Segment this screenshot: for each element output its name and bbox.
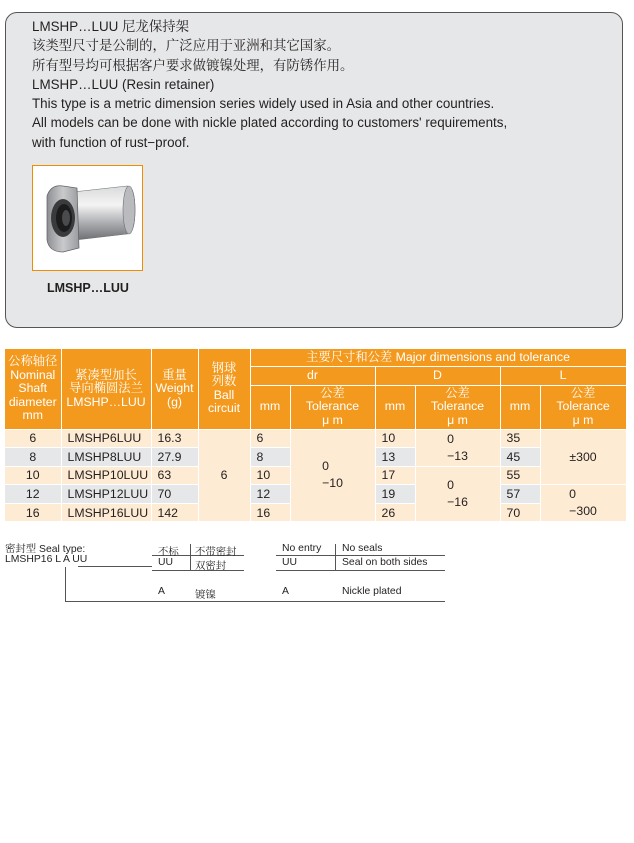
intro-line-plating-cn: 所有型号均可根据客户要求做镀镍处理，有防锈作用。	[32, 57, 354, 73]
cell-model: LMSHP10LUU	[61, 466, 151, 485]
cell-dr: 8	[250, 448, 290, 467]
cell-dr: 6	[250, 429, 290, 448]
intro-line-desc-en: This type is a metric dimension series widely used in Asia and other countries.	[32, 96, 495, 112]
cell-L: 57	[500, 485, 540, 504]
cell-D: 13	[375, 448, 415, 467]
seal-cn-desc-2: 镀镍	[195, 590, 216, 601]
intro-line-title-en: LMSHP…LUU (Resin retainer)	[32, 76, 215, 92]
cell-D: 19	[375, 485, 415, 504]
cell-L: 55	[500, 466, 540, 485]
cell-weight: 70	[151, 485, 198, 504]
product-caption: LMSHP…LUU	[47, 281, 129, 295]
header-L-mm: mm	[500, 385, 540, 429]
cell-shaft: 12	[5, 485, 61, 504]
intro-line-plating-en: All models can be done with nickle plated according to customers' requirements,	[32, 115, 508, 131]
header-shaft-diameter: 公称轴径 Nominal Shaft diameter mm	[5, 349, 61, 429]
intro-line-title-cn: LMSHP…LUU 尼龙保持架	[32, 19, 189, 34]
seal-type-title: 密封型 Seal type:	[5, 544, 86, 555]
cell-shaft: 6	[5, 429, 61, 448]
seal-cn-code-2: A	[158, 586, 165, 597]
cell-L-tolerance-2: 0 −300	[540, 485, 626, 522]
intro-line-desc-cn: 该类型尺寸是公制的，广泛应用于亚洲和其它国家。	[32, 38, 340, 54]
cell-D-tolerance-2: 0 −16	[415, 466, 500, 522]
seal-cn-desc-1: 双密封	[195, 561, 227, 572]
header-D-tolerance: 公差 Tolerance μ m	[415, 385, 500, 429]
cell-D-tolerance-1: 0 −13	[415, 429, 500, 466]
seal-type-example: LMSHP16 L A UU	[5, 554, 88, 565]
seal-en-desc-1: Seal on both sides	[342, 557, 428, 568]
cell-L: 70	[500, 503, 540, 522]
seal-en-divider-2	[276, 570, 445, 571]
cell-D: 26	[375, 503, 415, 522]
cell-L-tolerance-1: ±300	[540, 429, 626, 485]
header-ball-circuit: 钢球 列数 Ball circuit	[198, 349, 250, 429]
cell-model: LMSHP6LUU	[61, 429, 151, 448]
seal-en-divider-1	[276, 555, 445, 556]
header-dr-tolerance: 公差 Tolerance μ m	[290, 385, 375, 429]
cell-D: 10	[375, 429, 415, 448]
header-L: L	[500, 366, 626, 385]
seal-en-col-divider	[335, 544, 336, 570]
cell-dr: 12	[250, 485, 290, 504]
header-dr: dr	[250, 366, 375, 385]
cell-shaft: 10	[5, 466, 61, 485]
seal-cn-code-0: 不标	[158, 547, 179, 558]
intro-line-rustproof-en: with function of rust−proof.	[32, 134, 190, 150]
seal-en-desc-0: No seals	[342, 543, 383, 554]
seal-en-code-1: UU	[282, 557, 298, 568]
header-model: 紧凑型加长 导向椭圆法兰 LMSHP…LUU	[61, 349, 151, 429]
cell-ball-circuit: 6	[198, 429, 250, 522]
seal-cn-desc-0: 不带密封	[195, 547, 237, 558]
seal-type-legend	[5, 540, 445, 610]
seal-line-uu	[78, 566, 152, 567]
seal-line-a	[65, 601, 445, 602]
cell-weight: 16.3	[151, 429, 198, 448]
seal-en-code-2: A	[282, 586, 289, 597]
cell-model: LMSHP12LUU	[61, 485, 151, 504]
seal-en-code-0: No entry	[282, 543, 322, 554]
product-image	[32, 165, 143, 271]
header-weight: 重量 Weight (g)	[151, 349, 198, 429]
cell-dr: 16	[250, 503, 290, 522]
seal-en-desc-2: Nickle plated	[342, 586, 402, 597]
cell-shaft: 8	[5, 448, 61, 467]
seal-cn-code-1: UU	[158, 557, 174, 568]
cell-dr-tolerance: 0 −10	[290, 429, 375, 522]
cell-model: LMSHP8LUU	[61, 448, 151, 467]
cell-weight: 63	[151, 466, 198, 485]
cell-D: 17	[375, 466, 415, 485]
intro-text	[32, 17, 592, 152]
seal-bracket-a	[65, 567, 66, 601]
cell-shaft: 16	[5, 503, 61, 522]
header-major-dimensions: 主要尺寸和公差 Major dimensions and tolerance	[250, 349, 626, 366]
header-D: D	[375, 366, 500, 385]
table-row	[5, 429, 626, 448]
cell-L: 45	[500, 448, 540, 467]
cell-dr: 10	[250, 466, 290, 485]
cell-L: 35	[500, 429, 540, 448]
linear-bushing-illustration	[33, 166, 142, 270]
cell-model: LMSHP16LUU	[61, 503, 151, 522]
cell-weight: 142	[151, 503, 198, 522]
header-D-mm: mm	[375, 385, 415, 429]
header-dr-mm: mm	[250, 385, 290, 429]
seal-cn-col-divider	[190, 544, 191, 570]
cell-weight: 27.9	[151, 448, 198, 467]
dimensions-table	[5, 349, 627, 522]
header-L-tolerance: 公差 Tolerance μ m	[540, 385, 626, 429]
